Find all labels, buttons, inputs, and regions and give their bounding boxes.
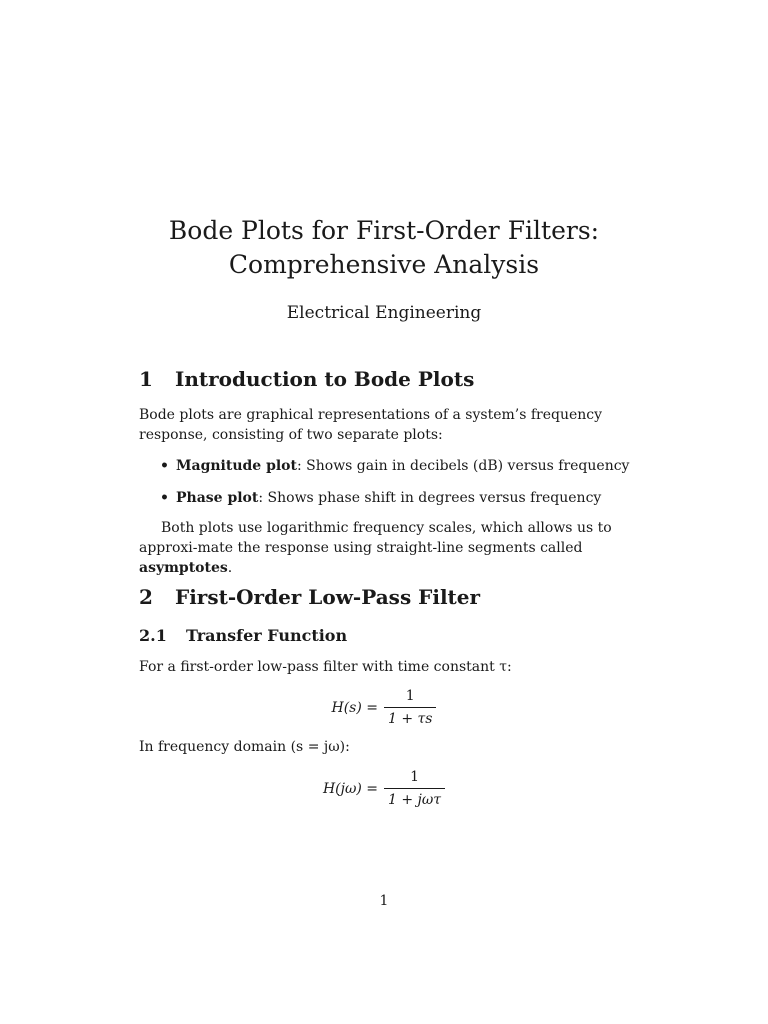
equation-transfer-function xyxy=(0,687,768,728)
bullet-icon: • xyxy=(160,490,169,506)
intro-paragraph: Bode plots are graphical representations of a system’s frequency response, consisting of two separate plots: xyxy=(139,407,603,443)
intro-closing-paragraph xyxy=(139,518,631,578)
section-heading-2 xyxy=(139,584,480,610)
list-item xyxy=(160,456,630,476)
page-number: 1 xyxy=(379,893,389,909)
equation-frequency-domain xyxy=(0,768,768,809)
title-line-2: Comprehensive Analysis xyxy=(228,250,540,279)
section-heading-1 xyxy=(139,366,474,392)
closing-end: . xyxy=(227,560,233,576)
bullet-text: : Shows phase shift in degrees versus frequency xyxy=(258,490,602,506)
closing-text: Both plots use logarithmic frequency scales, which allows us to approxi-mate the response using straight-line segments called xyxy=(139,520,612,556)
section-title: First-Order Low-Pass Filter xyxy=(175,585,481,609)
author: Electrical Engineering xyxy=(286,303,482,323)
fraction-numerator: 1 xyxy=(405,688,415,704)
frequency-domain-lead: In frequency domain (s = jω): xyxy=(139,739,350,755)
title-line-1: Bode Plots for First-Order Filters: xyxy=(168,216,600,245)
subsection-number: 2.1 xyxy=(139,626,167,645)
fraction-denominator: 1 + τs xyxy=(384,707,436,728)
bullet-icon: • xyxy=(160,458,169,474)
section-number: 2 xyxy=(139,585,153,609)
equation-fraction xyxy=(384,687,436,728)
subsection-heading-2-1 xyxy=(139,625,347,647)
bullet-text: : Shows gain in decibels (dB) versus frequency xyxy=(296,458,630,474)
fraction-numerator: 1 xyxy=(410,769,419,785)
subsection-title: Transfer Function xyxy=(186,626,348,645)
bullet-term: Magnitude plot xyxy=(176,458,297,474)
equation-lhs: H(s) = xyxy=(331,699,379,716)
section-title: Introduction to Bode Plots xyxy=(175,367,475,391)
equation-lhs: H(jω) = xyxy=(322,780,379,797)
fraction-denominator: 1 + jωτ xyxy=(384,788,445,809)
bullet-term: Phase plot xyxy=(176,490,259,506)
closing-term: asymptotes xyxy=(139,560,228,576)
paper-title xyxy=(0,214,768,282)
section-number: 1 xyxy=(139,367,153,391)
transfer-lead: For a first-order low-pass filter with time constant τ: xyxy=(139,659,512,675)
list-item xyxy=(160,488,630,508)
equation-fraction xyxy=(384,768,445,809)
